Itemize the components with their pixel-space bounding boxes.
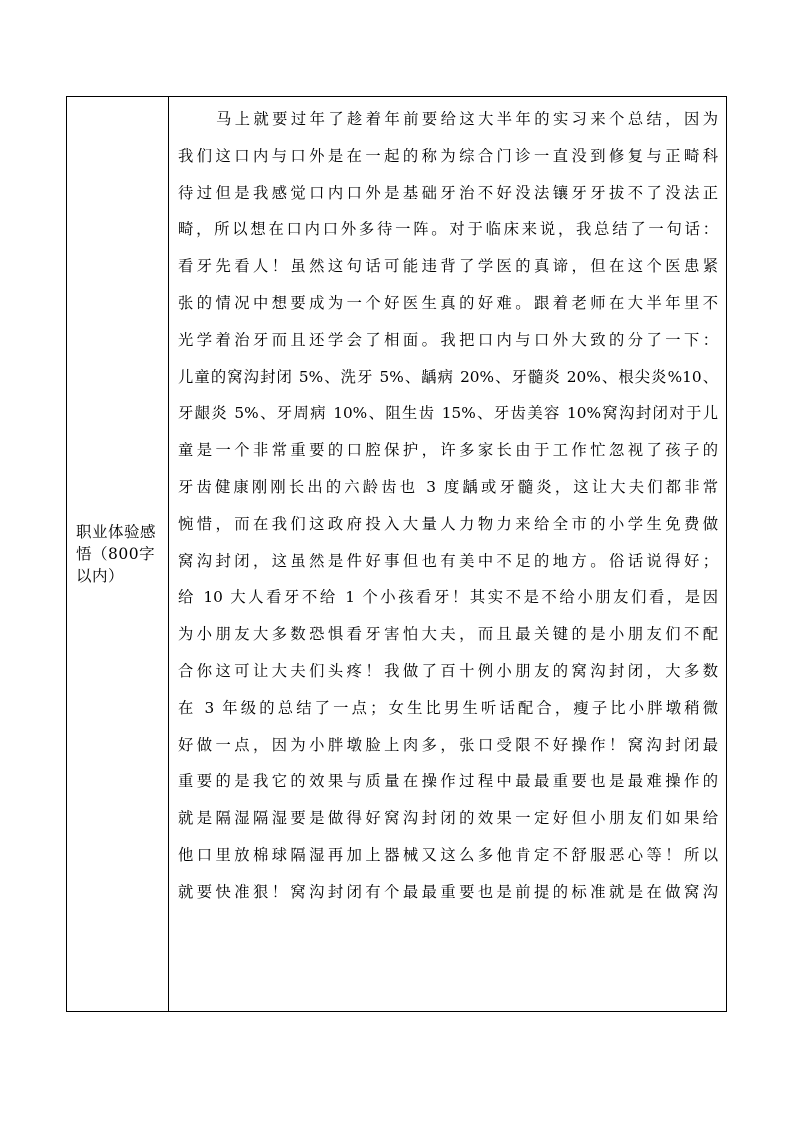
paragraph-line: 儿童的窝沟封闭 5%、洗牙 5%、龋病 20%、牙髓炎 20%、根尖炎%10、	[178, 367, 718, 386]
paragraph-line: 合你这可让大夫们头疼！我做了百十例小朋友的窝沟封闭，大多数	[178, 661, 718, 680]
paragraph-line: 惋惜，而在我们这政府投入大量人力物力来给全市的小学生免费做	[178, 514, 718, 533]
experience-form-table	[66, 96, 727, 1012]
paragraph-line: 我们这口内与口外是在一起的称为综合门诊一直没到修复与正畸科	[178, 146, 718, 165]
paragraph-line: 张的情况中想要成为一个好医生真的好难。跟着老师在大半年里不	[178, 293, 718, 312]
paragraph-line: 看牙先看人！虽然这句话可能违背了学医的真谛，但在这个医患紧	[178, 257, 718, 276]
paragraph-line: 待过但是我感觉口内口外是基础牙治不好没法镶牙牙拔不了没法正	[178, 183, 718, 202]
paragraph-line: 重要的是我它的效果与质量在操作过程中最最重要也是最难操作的	[178, 772, 718, 791]
content-cell	[169, 97, 726, 1011]
paragraph-line: 为小朋友大多数恐惧看牙害怕大夫，而且最关键的是小朋友们不配	[178, 625, 718, 644]
paragraph-line: 牙龈炎 5%、牙周病 10%、阻生齿 15%、牙齿美容 10%窝沟封闭对于儿	[178, 404, 718, 423]
paragraph-line: 好做一点，因为小胖墩脸上肉多，张口受限不好操作！窝沟封闭最	[178, 735, 718, 754]
paragraph-line: 牙齿健康刚刚长出的六龄齿也 3 度龋或牙髓炎，这让大夫们都非常	[178, 477, 718, 496]
paragraph-line: 给 10 大人看牙不给 1 个小孩看牙！其实不是不给小朋友们看，是因	[178, 588, 718, 607]
paragraph-line: 童是一个非常重要的口腔保护，许多家长由于工作忙忽视了孩子的	[178, 441, 718, 460]
paragraph-line: 在 3 年级的总结了一点；女生比男生听话配合，瘦子比小胖墩稍微	[178, 698, 718, 717]
paragraph-line: 他口里放棉球隔湿再加上器械又这么多他肯定不舒服恶心等！所以	[178, 845, 718, 864]
experience-reflection-label: 职业体验感悟（800字以内）	[76, 523, 157, 585]
paragraph-line: 就要快准狠！窝沟封闭有个最最重要也是前提的标准就是在做窝沟	[178, 882, 718, 901]
label-cell	[67, 97, 169, 1011]
paragraph-line: 窝沟封闭，这虽然是件好事但也有美中不足的地方。俗话说得好；	[178, 551, 718, 570]
paragraph-line: 马上就要过年了趁着年前要给这大半年的实习来个总结，因为	[216, 110, 718, 128]
paragraph-line: 就是隔湿隔湿要是做得好窝沟封闭的效果一定好但小朋友们如果给	[178, 809, 718, 828]
paragraph-line: 畸，所以想在口内口外多待一阵。对于临床来说，我总结了一句话：	[178, 220, 718, 239]
paragraph-line: 光学着治牙而且还学会了相面。我把口内与口外大致的分了一下：	[178, 330, 718, 349]
